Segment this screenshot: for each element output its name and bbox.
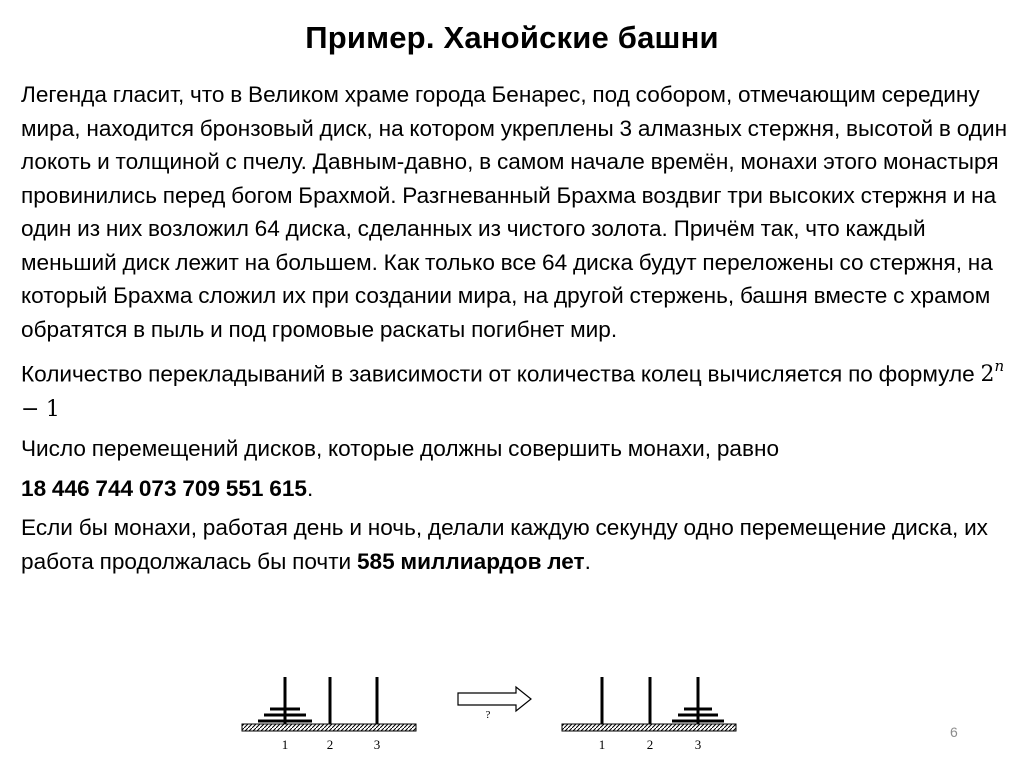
formula-paragraph (21, 352, 1011, 426)
formula-rest: − 1 (21, 396, 60, 422)
moves-end: . (306, 475, 314, 501)
formula-exponent: n (994, 357, 1005, 375)
slide-title: Пример. Ханойские башни (305, 20, 719, 55)
moves-value: 18 446 744 073 709 551 615 (21, 475, 307, 501)
peg-label: 1 (598, 737, 606, 752)
base-left (242, 724, 416, 731)
page-number: 6 (950, 724, 958, 740)
peg-label: 1 (281, 737, 289, 752)
time-end: . (584, 548, 591, 574)
hanoi-end-state (562, 677, 736, 752)
legend-paragraph: Легенда гласит, что в Великом храме города Бенарес, под собором, отмечающим середину мира, находится бронзовый диск, на котором укреплены 3 алмазных стержня, высотой в один локоть и толщиной с пчелу. Давным-давно, в самом начале времён, монахи этого монастыря провинились перед богом Брахмой. Разгневанный Брахма воздвиг три высоких стержня и на один из них возложил 64 диска, сделанных из чистого золота. Причём так, что каждый меньший диск лежит на большем. Как только все 64 диска будут переложены со стержня, на который Брахма сложил их при создании мира, на другой стержень, башня вместе с храмом обратятся в пыль и под громовые раскаты погибнет мир. (21, 82, 1008, 342)
hanoi-diagram (236, 672, 796, 758)
peg-label: 2 (326, 737, 334, 752)
transition-arrow (458, 687, 531, 721)
base-right (562, 724, 736, 731)
formula-base: 2 (980, 362, 995, 388)
time-intro: Если бы монахи, работая день и ночь, делали каждую секунду одно перемещение диска, их работа продолжалась бы почти (21, 515, 988, 574)
arrow-right-icon (458, 687, 531, 711)
peg-label: 3 (373, 737, 381, 752)
slide-body (21, 78, 1011, 584)
moves-paragraph (21, 472, 1011, 506)
peg-label: 2 (646, 737, 654, 752)
hanoi-start-state (242, 677, 416, 752)
time-paragraph (21, 511, 1011, 578)
peg-label: 3 (694, 737, 702, 752)
time-value: 585 миллиардов лет (356, 548, 585, 574)
arrow-label: ? (485, 709, 491, 721)
formula-intro: Количество перекладываний в зависимости от количества колец вычисляется по формуле (21, 361, 975, 387)
moves-intro: Число перемещений дисков, которые должны совершить монахи, равно (21, 436, 780, 462)
